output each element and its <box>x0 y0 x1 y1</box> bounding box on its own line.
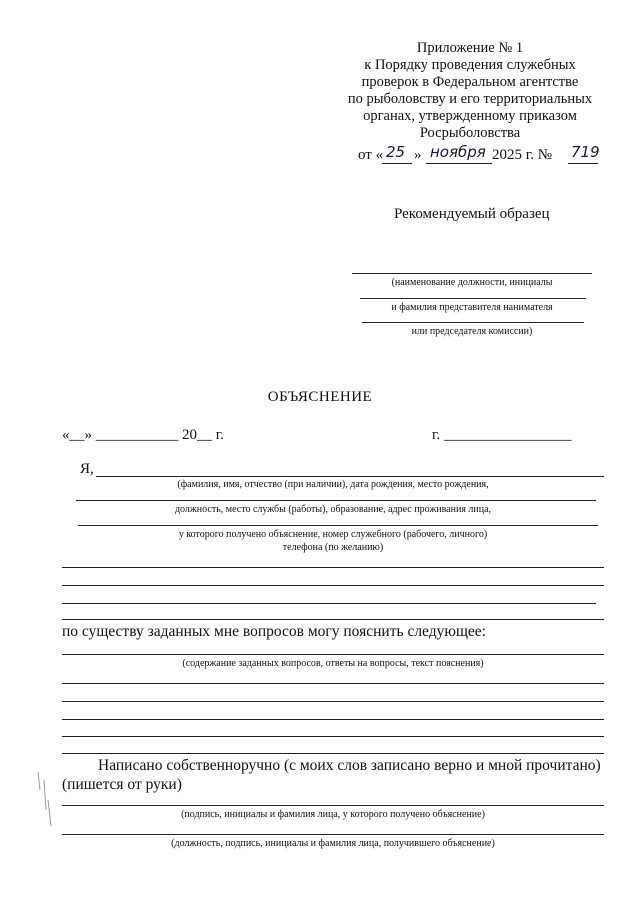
addressee-caption-3: или председателя комиссии) <box>411 326 533 337</box>
header-line-3: проверок в Федеральном агентстве <box>361 74 579 90</box>
content-caption: (содержание заданных вопросов, ответы на вопросы, текст пояснения) <box>182 658 484 669</box>
addressee-caption-1: (наименование должности, инициалы <box>391 277 553 288</box>
signature-caption-1: (подпись, инициалы и фамилия лица, у которого получено объяснение) <box>181 809 485 820</box>
blank-line <box>62 736 604 737</box>
document-title: ОБЪЯСНЕНИЕ <box>267 389 373 405</box>
addressee-caption-2: и фамилия представителя нанимателя <box>391 302 553 313</box>
fio-line <box>96 476 604 477</box>
city-field: г. _________________ <box>432 427 572 443</box>
handwritten-note-hint: (пишется от руки) <box>62 776 182 793</box>
handwritten-note: Написано собственноручно (с моих слов записано верно и мной прочитано) <box>98 757 601 774</box>
caption-phone-1: у которого получено объяснение, номер служебного (рабочего, личного) <box>178 529 488 540</box>
caption-phone-2: телефона (по желанию) <box>282 542 384 553</box>
signature-line-2 <box>62 834 604 835</box>
header-line-5: органах, утвержденному приказом <box>363 108 577 124</box>
blank-line <box>62 753 604 754</box>
header-line-1: Приложение № 1 <box>416 40 524 56</box>
position-line <box>76 500 596 501</box>
order-date-line <box>358 143 618 165</box>
caption-position: должность, место службы (работы), образование, адрес проживания лица, <box>174 504 492 515</box>
explanation-intro: по существу заданных мне вопросов могу пояснить следующее: <box>62 623 486 640</box>
addressee-line-3 <box>362 322 584 323</box>
year-and-number-label: 2025 г. № <box>492 147 553 163</box>
sample-label: Рекомендуемый образец <box>394 206 550 222</box>
handwritten-number: 719 <box>571 143 600 161</box>
content-line <box>62 654 604 655</box>
ya-label: Я, <box>80 461 94 477</box>
scan-artifact <box>34 770 54 830</box>
header-line-2: к Порядку проведения служебных <box>364 57 576 73</box>
addressee-line-2 <box>360 298 586 299</box>
handwritten-day: 25 <box>386 143 406 161</box>
blank-line <box>62 585 604 586</box>
blank-line <box>62 701 604 702</box>
signature-line-1 <box>62 805 604 806</box>
blank-line <box>62 619 604 620</box>
blank-line <box>62 603 596 604</box>
phone-line <box>78 525 598 526</box>
header-line-4: по рыболовству и его территориальных <box>347 91 593 107</box>
blank-line <box>62 567 604 568</box>
blank-line <box>62 683 604 684</box>
date-prefix: от « <box>358 147 384 163</box>
addressee-line-1 <box>352 273 592 274</box>
appendix-header <box>330 40 610 142</box>
date-mid: » <box>414 147 422 163</box>
signature-caption-2: (должность, подпись, инициалы и фамилия лица, получившего объяснение) <box>171 838 495 849</box>
header-line-6: Росрыболовства <box>419 125 521 141</box>
caption-fio: (фамилия, имя, отчество (при наличии), дата рождения, место рождения, <box>177 479 489 490</box>
date-field: «__» ___________ 20__ г. <box>62 427 224 443</box>
handwritten-month: ноября <box>430 143 486 161</box>
blank-line <box>62 719 604 720</box>
